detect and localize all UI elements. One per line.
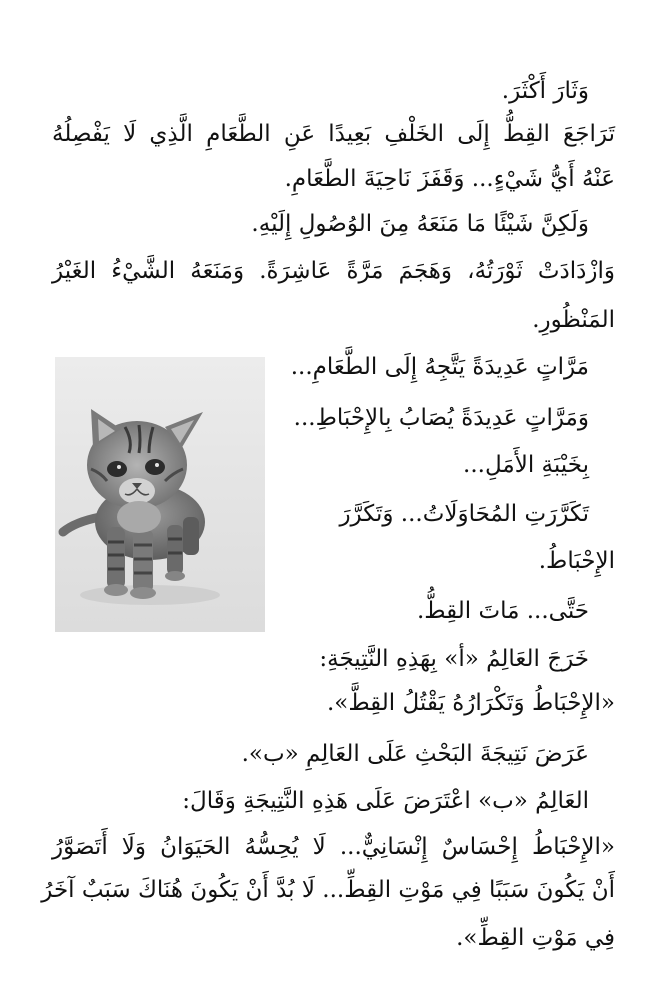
text-line-10: تَكَرَّرَتِ المُحَاوَلَاتُ... وَتَكَرَّرَ bbox=[339, 501, 589, 527]
text-line-1: وَثَارَ أَكْثَرَ. bbox=[501, 78, 589, 104]
kitten-illustration bbox=[55, 357, 265, 632]
text-line-7: مَرَّاتٍ عَدِيدَةً يَتَّجِهُ إِلَى الطَّعَامِ... bbox=[290, 354, 589, 380]
text-line-3: عَنْهُ أَيُّ شَيْءٍ... وَقَفَزَ نَاحِيَةَ الطَّعَامِ. bbox=[284, 166, 615, 192]
text-line-8: وَمَرَّاتٍ عَدِيدَةً يُصَابُ بِالإِحْبَاطِ... bbox=[293, 405, 589, 431]
text-line-11: الإِحْبَاطُ. bbox=[538, 548, 615, 574]
text-line-18: أَنْ يَكُونَ سَبَبًا فِي مَوْتِ القِطِّ... لَا بُدَّ أَنْ يَكُونَ هُنَاكَ سَبَبٌ آخَرُ bbox=[41, 877, 615, 903]
text-line-5: وَازْدَادَتْ ثَوْرَتُهُ، وَهَجَمَ مَرَّةً عَاشِرَةً. وَمَنَعَهُ الشَّيْءُ الغَيْرُ bbox=[52, 258, 615, 284]
text-line-4: وَلَكِنَّ شَيْئًا مَا مَنَعَهُ مِنَ الوُصُولِ إِلَيْهِ. bbox=[251, 211, 589, 237]
text-line-9: بِخَيْبَةِ الأَمَلِ... bbox=[463, 452, 589, 478]
text-line-12: حَتَّى... مَاتَ القِطُّ. bbox=[416, 598, 589, 624]
text-line-19: فِي مَوْتِ القِطِّ». bbox=[456, 925, 615, 951]
text-line-2: تَرَاجَعَ القِطُّ إِلَى الخَلْفِ بَعِيدًا عَنِ الطَّعَامِ الَّذِي لَا يَفْصِلُهُ bbox=[52, 121, 615, 147]
text-line-13: خَرَجَ العَالِمُ «أ» بِهَذِهِ النَّتِيجَةِ: bbox=[319, 646, 589, 672]
text-line-6: المَنْظُورِ. bbox=[532, 307, 615, 333]
text-line-16: العَالِمُ «ب» اعْتَرَضَ عَلَى هَذِهِ النَّتِيجَةِ وَقَالَ: bbox=[182, 788, 589, 814]
text-line-14: «الإِحْبَاطُ وَتَكْرَارُهُ يَقْتُلُ القِطَّ». bbox=[326, 690, 615, 716]
text-line-15: عَرَضَ نَتِيجَةَ البَحْثِ عَلَى العَالِمِ «ب». bbox=[241, 741, 589, 767]
kitten-photo bbox=[55, 357, 265, 632]
text-line-17: «الإِحْبَاطُ إِحْسَاسٌ إِنْسَانِيٌّ... لَا يُحِسُّهُ الحَيَوَانُ وَلَا أَتَصَوَّرُ bbox=[52, 834, 615, 860]
